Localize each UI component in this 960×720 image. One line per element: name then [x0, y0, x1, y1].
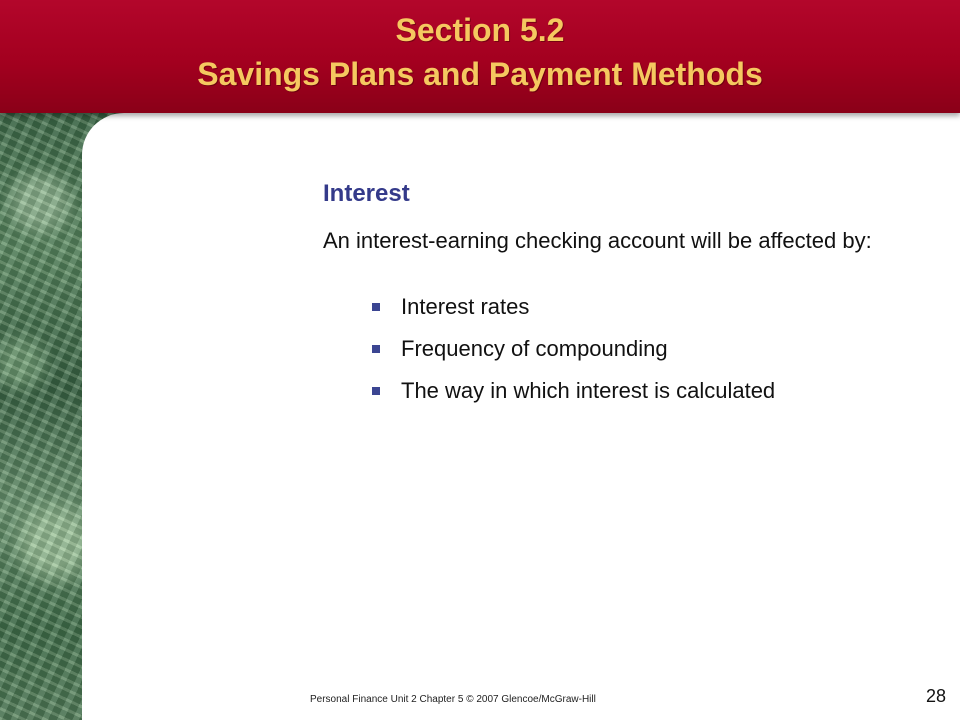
intro-text: An interest-earning checking account will be affected by: — [323, 228, 872, 253]
bullet-text: Frequency of compounding — [401, 336, 668, 361]
square-bullet-icon — [372, 387, 380, 395]
title-bar — [0, 0, 960, 113]
square-bullet-icon — [372, 345, 380, 353]
content-heading: Interest — [323, 180, 410, 207]
page-number: 28 — [925, 686, 946, 706]
bullet-text: The way in which interest is calculated — [401, 378, 776, 403]
bullet-text: Interest rates — [401, 294, 530, 319]
content-panel — [82, 113, 960, 720]
slide-title: Savings Plans and Payment Methods — [197, 56, 763, 92]
section-title: Section 5.2 — [395, 12, 565, 48]
square-bullet-icon — [372, 303, 380, 311]
footer-text: Personal Finance Unit 2 Chapter 5 © 2007 Glencoe/McGraw-Hill — [310, 694, 596, 705]
